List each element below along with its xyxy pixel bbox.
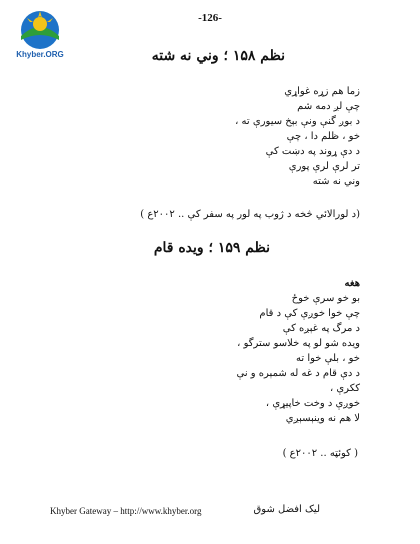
poem-159-title: نظم ۱۵۹ ؛ ويده قام: [153, 240, 270, 256]
poem-158-title: نظم ۱۵۸ ؛ وني نه شته: [151, 48, 285, 64]
verse-line: بو خو سرې خوځ: [291, 293, 360, 304]
footer-author: ليک افضل شوق: [253, 504, 320, 515]
logo-text: Khyber.ORG: [16, 50, 64, 59]
verse-line: خوږې د وخت خاپيړې ،: [265, 398, 360, 409]
verse-line: چې خوا خوږې کې د قام: [259, 308, 360, 319]
verse-line: د دې ړوند په دښت کې: [265, 146, 360, 157]
verse-line: ککرې ،: [329, 383, 360, 394]
verse-line: د بوږ گنې ونې بېخ سيورې ته ،: [235, 116, 360, 127]
verse-line: هغه: [344, 278, 360, 289]
verse-line: ويده شو لو په خلاسو سترگو ،: [237, 338, 360, 349]
poem-158-body: [235, 84, 360, 189]
footer-site: Khyber Gateway – http://www.khyber.org: [50, 506, 202, 516]
verse-line: زما هم زړه غواړي: [284, 86, 360, 97]
poem-158-note: (د لورالائي څخه د ژوب په لور په سفر کې .. ۲۰۰۲ع ): [140, 209, 360, 220]
verse-line: خو ، ظلم دا ، چې: [286, 131, 360, 142]
verse-line: د مرگ په غېږه کې: [282, 323, 360, 334]
verse-line: چې لږ دمه شم: [297, 101, 360, 112]
verse-line: لا هم نه وينېسېږي: [285, 413, 360, 424]
verse-line: خو ، بلې خوا ته: [296, 353, 360, 364]
poem-159-note: ( کوئټه .. ۲۰۰۲ع ): [282, 448, 358, 459]
verse-line: د دې قام د غه له شمېره و نې: [236, 368, 360, 379]
verse-line: وني نه شته: [312, 176, 360, 187]
poem-159-body: [236, 276, 360, 426]
page-number: -126-: [198, 12, 222, 24]
verse-line: تر لرې لرې پورې: [288, 161, 360, 172]
